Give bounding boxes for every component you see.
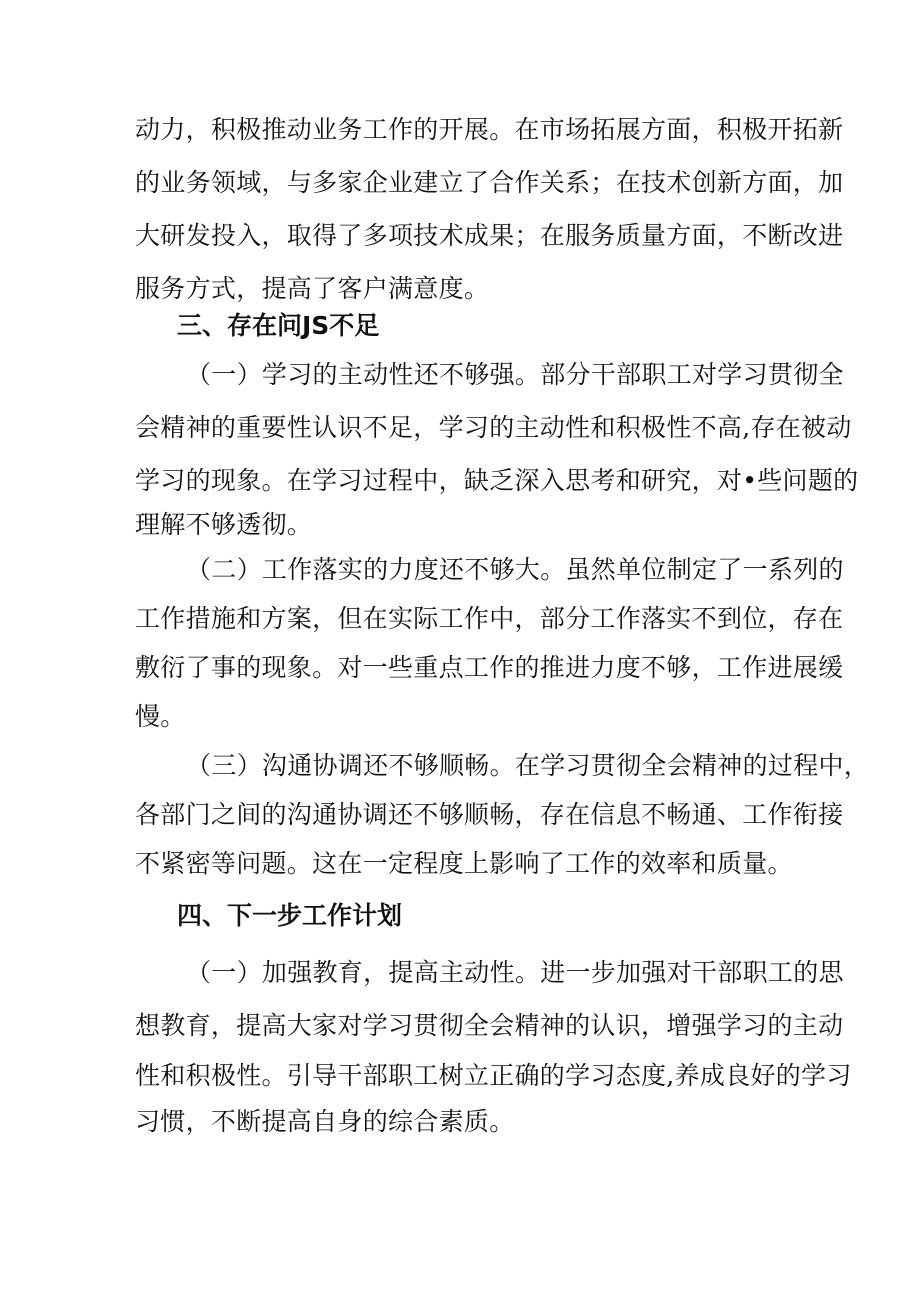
paragraph-line: （一）学习的主动性还不够强。部分干部职工对学习贯彻全 — [186, 360, 844, 389]
paragraph-line: 会精神的重要性认识不足，学习的主动性和积极性不高,存在被动 — [135, 413, 852, 442]
paragraph-line: 服务方式，提高了客户满意度。 — [135, 274, 490, 303]
paragraph-line: 不紧密等问题。这在一定程度上影响了工作的效率和质量。 — [135, 849, 793, 878]
paragraph-line: 动力，积极推动业务工作的开展。在市场拓展方面，积极开拓新 — [135, 115, 844, 144]
paragraph-line: 性和积极性。引导干部职工树立正确的学习态度,养成良好的学习 — [135, 1061, 852, 1090]
paragraph-line: 理解不够透彻。 — [135, 510, 313, 539]
paragraph-line: 慢。 — [135, 702, 186, 731]
paragraph-line: 大研发投入，取得了多项技术成果；在服务质量方面，不断改进 — [135, 221, 844, 250]
paragraph-line: （三）沟通协调还不够顺畅。在学习贯彻全会精神的过程中， — [186, 751, 870, 780]
paragraph-line: 的业务领域，与多家企业建立了合作关系；在技术创新方面，加 — [135, 168, 844, 197]
paragraph-line: （一）加强教育，提高主动性。进一步加强对干部职工的思 — [186, 958, 844, 987]
paragraph-line: 习惯，不断提高自身的综合素质。 — [135, 1107, 515, 1136]
paragraph-line: 学习的现象。在学习过程中，缺乏深入思考和研究，对•些问题的 — [135, 466, 859, 495]
paragraph-line: 敷衍了事的现象。对一些重点工作的推进力度不够，工作进展缓 — [135, 653, 844, 682]
section-heading: 三、存在问JS不足 — [177, 311, 380, 340]
paragraph-line: 工作措施和方案，但在实际工作中，部分工作落实不到位，存在 — [135, 604, 844, 633]
section-heading: 四、下一步工作计划 — [177, 901, 403, 930]
paragraph-line: （二）工作落实的力度还不够大。虽然单位制定了一系列的 — [186, 555, 844, 584]
paragraph-line: 各部门之间的沟通协调还不够顺畅，存在信息不畅通、工作衔接 — [135, 800, 844, 829]
paragraph-line: 想教育，提高大家对学习贯彻全会精神的认识，增强学习的主动 — [135, 1011, 844, 1040]
